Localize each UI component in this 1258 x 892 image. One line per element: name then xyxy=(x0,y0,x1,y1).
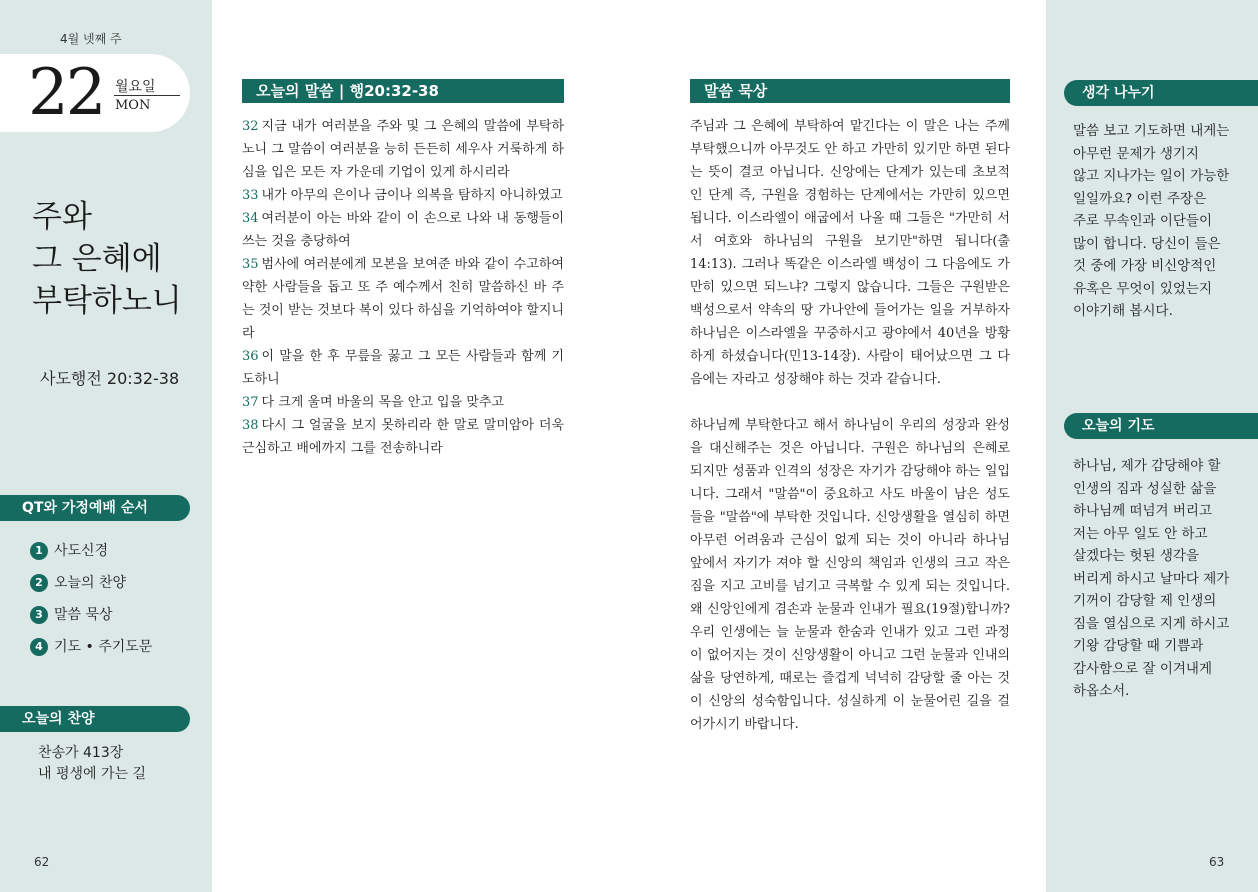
title-line: 그 은혜에 xyxy=(32,241,162,277)
day-of-week-korean: 월요일 xyxy=(115,79,156,95)
text-line: 아무런 문제가 생기지 xyxy=(1073,145,1199,162)
verse xyxy=(242,345,564,391)
week-label: 4월 넷째 주 xyxy=(60,32,122,46)
text-line: 하나님께 떠넘겨 버리고 xyxy=(1073,503,1212,519)
prayer-heading: 오늘의 기도 xyxy=(1064,413,1258,439)
day-number: 22 xyxy=(28,56,104,130)
text-line: 이야기해 봅시다. xyxy=(1073,303,1173,319)
hymn-number: 찬송가 413장 xyxy=(38,745,124,761)
verse-number: 38 xyxy=(242,418,259,433)
list-item-label: 말씀 묵상 xyxy=(54,607,113,623)
hymn-title: 내 평생에 가는 길 xyxy=(38,766,147,782)
order-heading: QT와 가정예배 순서 xyxy=(0,495,190,521)
number-badge: 2 xyxy=(30,574,48,592)
hymn-info xyxy=(38,743,146,785)
verse-number: 33 xyxy=(242,188,259,203)
page-title xyxy=(32,196,207,322)
worship-order-list xyxy=(30,540,152,668)
meditation-body xyxy=(690,115,1010,736)
text-line: 일일까요? 이런 주장은 xyxy=(1073,190,1207,207)
text-line: 기꺼이 감당할 제 인생의 xyxy=(1073,593,1217,609)
verse-number: 32 xyxy=(242,119,259,134)
text-line: 버리게 하시고 날마다 제가 xyxy=(1073,570,1230,587)
verse xyxy=(242,115,564,184)
verse-text: 다 크게 울며 바울의 목을 안고 입을 맞추고 xyxy=(261,395,504,410)
number-badge: 4 xyxy=(30,638,48,656)
verse xyxy=(242,207,564,253)
list-item-label: 기도 • 주기도문 xyxy=(54,639,153,655)
verse xyxy=(242,414,564,460)
list-item-label: 사도신경 xyxy=(54,543,109,559)
verse-text: 다시 그 얼굴을 보지 못하리라 한 말로 말미암아 더욱 근심하고 배에까지 그를 전송하니라 xyxy=(242,418,564,456)
verse xyxy=(242,184,564,207)
hymn-heading: 오늘의 찬양 xyxy=(0,706,190,732)
list-item-label: 오늘의 찬양 xyxy=(54,575,127,591)
verse xyxy=(242,253,564,345)
text-line: 저는 아무 일도 안 하고 xyxy=(1073,525,1208,542)
text-line: 짐을 열심으로 지게 하시고 xyxy=(1073,615,1230,632)
page-number-left: 62 xyxy=(34,855,50,869)
text-line: 하옵소서. xyxy=(1073,683,1130,699)
meditation-paragraph: 주님과 그 은혜에 부탁하여 맡긴다는 이 말은 나는 주께 부탁했으니까 아무것도 안 하고 가만히 있기만 하면 된다는 뜻이 결코 아닙니다. 신앙에는 단계가 있는데 초보적인 단계 즉, 구원을 경험하는 단계에서는 가만히 있으면 됩니다. 이스라엘이 애굽에서 나올 때 그들은 "가만히 서서 여호와 하나님의 구원을 보기만"하면 됩니다(출14:13). 그러나 똑같은 이스라엘 백성이 그 다음에도 가만히 있으면 되느냐? 그렇지 않습니다. 그들은 구원받은 백성으로서 약속의 땅 가나안에 들어가는 일을 거부하자 하나님은 이스라엘을 꾸중하시고 광야에서 40년을 방황하게 하셨습니다(민13-14장). 사람이 태어났으면 그 다음에는 자라고 성장해야 하는 것과 같습니다. xyxy=(690,119,1010,387)
text-line: 유혹은 무엇이 있었는지 xyxy=(1073,280,1212,297)
text-line: 말씀 보고 기도하면 내게는 xyxy=(1073,123,1230,139)
verse-text: 지금 내가 여러분을 주와 및 그 은혜의 말씀에 부탁하노니 그 말씀이 여러분을 능히 든든히 세우사 거룩하게 하심을 입은 모든 자 가운데 기업이 있게 하시리라 xyxy=(242,119,564,180)
scripture-verses xyxy=(242,115,564,460)
list-item xyxy=(30,572,152,604)
date-divider xyxy=(114,95,180,96)
sharing-heading: 생각 나누기 xyxy=(1064,80,1258,106)
text-line: 것 중에 가장 비신앙적인 xyxy=(1073,258,1217,274)
prayer-text xyxy=(1073,455,1243,703)
list-item xyxy=(30,540,152,572)
todays-word-heading: 오늘의 말씀 | 행20:32-38 xyxy=(242,79,564,103)
meditation-paragraph: 하나님께 부탁한다고 해서 하나님이 우리의 성장과 완성을 대신해주는 것은 아닙니다. 구원은 하나님의 은혜로 되지만 성품과 인격의 성장은 자기가 감당해야 하는 일입니다. 그래서 "말씀"이 중요하고 사도 바울이 남은 성도들을 "말씀"에 부탁한 것입니다. 신앙생활을 열심히 하면 아무런 어려움과 근심이 없게 되는 것이 아니라 하나님 앞에서 자기가 져야 할 신앙의 책임과 인생의 크고 작은 짐을 지고 고비를 넘기고 극복할 수 있게 되는 것입니다. 왜 신앙인에게 겸손과 눈물과 인내가 필요(19절)합니까? 우리 인생에는 늘 눈물과 한숨과 인내가 있고 그런 과정이 없어지는 것이 신앙생활이 아니고 그런 눈물과 인내의 삶을 당연하게, 때로는 즐겁게 넉넉히 감당할 줄 아는 것이 신앙의 성숙함입니다. 성실하게 이 눈물어린 길을 걸어가시기 바랍니다. xyxy=(690,418,1010,732)
scripture-reference: 사도행전 20:32-38 xyxy=(40,369,180,388)
text-line: 주로 무속인과 이단들이 xyxy=(1073,213,1212,229)
list-item xyxy=(30,604,152,636)
page-number-right: 63 xyxy=(1209,855,1225,869)
verse-text: 범사에 여러분에게 모본을 보여준 바와 같이 수고하여 약한 사람들을 돕고 또 주 예수께서 친히 말씀하신 바 주는 것이 받는 것보다 복이 있다 하심을 기억하여야 할지니라 xyxy=(242,257,564,341)
verse-number: 34 xyxy=(242,211,259,226)
sharing-text xyxy=(1073,120,1243,323)
verse-text: 이 말을 한 후 무릎을 꿇고 그 모든 사람들과 함께 기도하니 xyxy=(242,349,564,387)
title-line: 주와 xyxy=(32,199,92,235)
verse xyxy=(242,391,564,414)
text-line: 많이 합니다. 당신이 들은 xyxy=(1073,235,1221,252)
number-badge: 3 xyxy=(30,606,48,624)
text-line: 하나님, 제가 감당해야 할 xyxy=(1073,458,1221,474)
text-line: 인생의 짐과 성실한 삶을 xyxy=(1073,480,1217,497)
verse-text: 내가 아무의 은이나 금이나 의복을 탐하지 아니하였고 xyxy=(261,188,563,203)
title-line: 부탁하노니 xyxy=(32,283,182,319)
verse-number: 35 xyxy=(242,257,259,272)
text-line: 감사함으로 잘 이겨내게 xyxy=(1073,660,1212,677)
verse-text: 여러분이 아는 바와 같이 이 손으로 나와 내 동행들이 쓰는 것을 충당하여 xyxy=(242,211,564,249)
number-badge: 1 xyxy=(30,542,48,560)
meditation-heading: 말씀 묵상 xyxy=(690,79,1010,103)
day-of-week-english: MON xyxy=(115,98,151,113)
text-line: 살겠다는 헛된 생각을 xyxy=(1073,548,1199,564)
verse-number: 36 xyxy=(242,349,259,364)
text-line: 않고 지나가는 일이 가능한 xyxy=(1073,168,1230,184)
list-item xyxy=(30,636,152,668)
verse-number: 37 xyxy=(242,395,259,410)
text-line: 기왕 감당할 때 기쁨과 xyxy=(1073,638,1204,654)
